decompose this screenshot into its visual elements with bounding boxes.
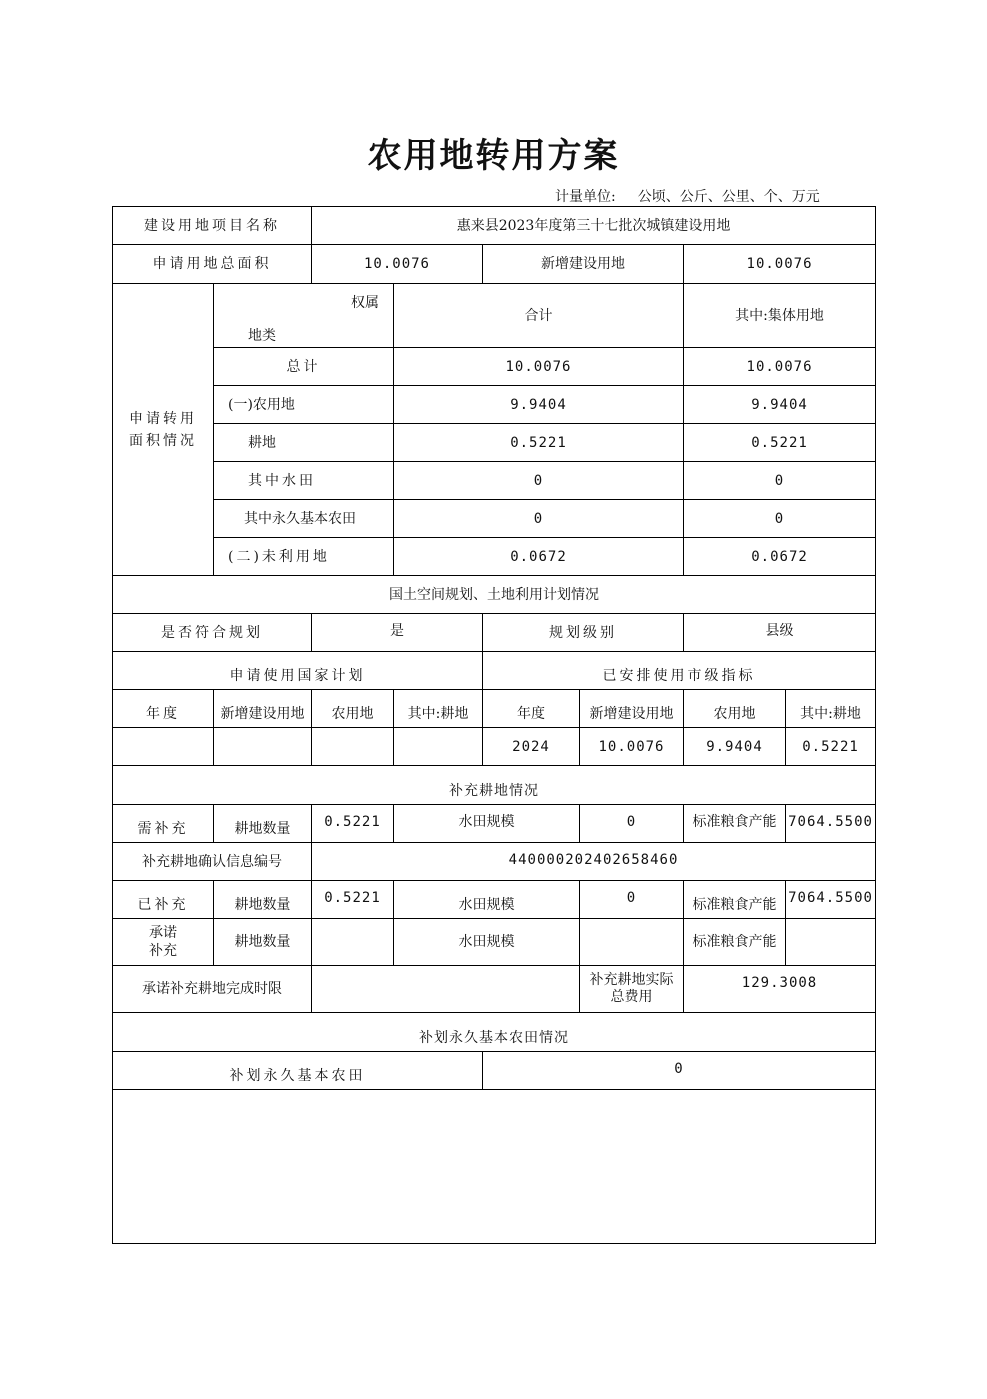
supplement-cost-row bbox=[113, 966, 876, 1013]
deadline-label: 承诺补充耕地完成时限 bbox=[113, 966, 312, 1013]
city-arable: 0.5221 bbox=[786, 728, 876, 766]
farmland-label: 补划永久基本农田 bbox=[113, 1052, 483, 1090]
row-collective: 0.5221 bbox=[684, 424, 876, 462]
row-label: 总计 bbox=[214, 348, 394, 386]
need-grain-value: 7064.5500 bbox=[786, 805, 876, 843]
city-new-construction: 10.0076 bbox=[580, 728, 684, 766]
conversion-row bbox=[113, 462, 876, 500]
need-supplement-label: 需补充 bbox=[113, 805, 214, 843]
row-total: 0.0672 bbox=[394, 538, 684, 576]
done-grain-label: 标准粮食产能 bbox=[684, 881, 786, 919]
row-collective: 9.9404 bbox=[684, 386, 876, 424]
blank-remarks-cell bbox=[113, 1090, 876, 1244]
national-plan-label: 申请使用国家计划 bbox=[113, 652, 483, 690]
actual-cost-value: 129.3008 bbox=[684, 966, 876, 1013]
row-total: 10.0076 bbox=[394, 348, 684, 386]
conform-label: 是否符合规划 bbox=[113, 614, 312, 652]
row-total: 0 bbox=[394, 462, 684, 500]
row-label: 其中永久基本农田 bbox=[214, 500, 394, 538]
project-name-value: 惠来县2023年度第三十七批次城镇建设用地 bbox=[312, 207, 876, 245]
total-area-row bbox=[113, 245, 876, 284]
city-agricultural: 9.9404 bbox=[684, 728, 786, 766]
need-grain-label: 标准粮食产能 bbox=[684, 805, 786, 843]
project-row bbox=[113, 207, 876, 245]
promise-grain-value bbox=[786, 919, 876, 966]
col-year: 年度 bbox=[113, 690, 214, 728]
col-arable: 其中:耕地 bbox=[394, 690, 483, 728]
document-title: 农用地转用方案 bbox=[367, 136, 620, 176]
supplement-confirm-row bbox=[113, 843, 876, 881]
new-construction-value: 10.0076 bbox=[684, 245, 876, 284]
total-area-value: 10.0076 bbox=[312, 245, 483, 284]
farmland-value: 0 bbox=[483, 1052, 876, 1090]
done-qty-value: 0.5221 bbox=[312, 881, 394, 919]
row-collective: 10.0076 bbox=[684, 348, 876, 386]
total-area-label: 申请用地总面积 bbox=[113, 245, 312, 284]
row-collective: 0 bbox=[684, 500, 876, 538]
need-paddy-value: 0 bbox=[580, 805, 684, 843]
conversion-plan-table bbox=[112, 206, 876, 1244]
landtype-header: 地类 bbox=[248, 328, 276, 344]
plan-source-row bbox=[113, 652, 876, 690]
national-agricultural bbox=[312, 728, 394, 766]
row-total: 0.5221 bbox=[394, 424, 684, 462]
row-collective: 0 bbox=[684, 462, 876, 500]
need-qty-label: 耕地数量 bbox=[214, 805, 312, 843]
actual-cost-label: 补充耕地实际总费用 bbox=[580, 966, 684, 1013]
col-new-construction: 新增建设用地 bbox=[214, 690, 312, 728]
farmland-header-row bbox=[113, 1013, 876, 1052]
done-paddy-value: 0 bbox=[580, 881, 684, 919]
plan-columns-row bbox=[113, 690, 876, 728]
promise-paddy-label: 水田规模 bbox=[394, 919, 580, 966]
ownership-header: 权属 bbox=[351, 295, 379, 311]
conversion-row bbox=[113, 424, 876, 462]
done-qty-label: 耕地数量 bbox=[214, 881, 312, 919]
national-new-construction bbox=[214, 728, 312, 766]
total-col-header: 合计 bbox=[394, 284, 684, 348]
row-label: (二)未利用地 bbox=[214, 538, 394, 576]
blank-remarks-row bbox=[113, 1090, 876, 1244]
supplement-promise-row bbox=[113, 919, 876, 966]
planning-conform-row bbox=[113, 614, 876, 652]
supplement-need-row bbox=[113, 805, 876, 843]
deadline-value bbox=[312, 966, 580, 1013]
promise-qty-label: 耕地数量 bbox=[214, 919, 312, 966]
col-agricultural: 农用地 bbox=[684, 690, 786, 728]
confirm-id-label: 补充耕地确认信息编号 bbox=[113, 843, 312, 881]
project-name-label: 建设用地项目名称 bbox=[113, 207, 312, 245]
collective-col-header: 其中:集体用地 bbox=[684, 284, 876, 348]
col-year: 年度 bbox=[483, 690, 580, 728]
farmland-row bbox=[113, 1052, 876, 1090]
unit-label: 计量单位: bbox=[555, 189, 616, 205]
row-label: 耕地 bbox=[214, 424, 394, 462]
need-qty-value: 0.5221 bbox=[312, 805, 394, 843]
row-label: 其中水田 bbox=[214, 462, 394, 500]
city-year: 2024 bbox=[483, 728, 580, 766]
need-paddy-label: 水田规模 bbox=[394, 805, 580, 843]
conversion-row bbox=[113, 348, 876, 386]
planning-header: 国土空间规划、土地利用计划情况 bbox=[113, 576, 876, 614]
national-arable bbox=[394, 728, 483, 766]
conversion-section-label: 申请转用面积情况 bbox=[113, 284, 214, 576]
planning-header-row bbox=[113, 576, 876, 614]
row-collective: 0.0672 bbox=[684, 538, 876, 576]
new-construction-label: 新增建设用地 bbox=[483, 245, 684, 284]
plan-values-row bbox=[113, 728, 876, 766]
conversion-row bbox=[113, 386, 876, 424]
done-grain-value: 7064.5500 bbox=[786, 881, 876, 919]
supplement-done-row bbox=[113, 881, 876, 919]
unit-values: 公顷、公斤、公里、个、万元 bbox=[637, 189, 820, 205]
conform-value: 是 bbox=[312, 614, 483, 652]
promise-qty-value bbox=[312, 919, 394, 966]
conversion-row bbox=[113, 500, 876, 538]
col-new-construction: 新增建设用地 bbox=[580, 690, 684, 728]
ownership-landtype-header bbox=[214, 284, 394, 348]
row-total: 9.9404 bbox=[394, 386, 684, 424]
conversion-row bbox=[113, 538, 876, 576]
col-agricultural: 农用地 bbox=[312, 690, 394, 728]
measurement-unit bbox=[555, 186, 820, 206]
supplement-header: 补充耕地情况 bbox=[113, 766, 876, 805]
row-total: 0 bbox=[394, 500, 684, 538]
done-supplement-label: 已补充 bbox=[113, 881, 214, 919]
supplement-header-row bbox=[113, 766, 876, 805]
plan-level-value: 县级 bbox=[684, 614, 876, 652]
conversion-header-row bbox=[113, 284, 876, 348]
col-arable: 其中:耕地 bbox=[786, 690, 876, 728]
promise-supplement-label: 承诺补充 bbox=[113, 919, 214, 966]
national-year bbox=[113, 728, 214, 766]
farmland-header: 补划永久基本农田情况 bbox=[113, 1013, 876, 1052]
confirm-id-value: 440000202402658460 bbox=[312, 843, 876, 881]
promise-paddy-value bbox=[580, 919, 684, 966]
promise-grain-label: 标准粮食产能 bbox=[684, 919, 786, 966]
row-label: (一)农用地 bbox=[214, 386, 394, 424]
plan-level-label: 规划级别 bbox=[483, 614, 684, 652]
city-quota-label: 已安排使用市级指标 bbox=[483, 652, 876, 690]
done-paddy-label: 水田规模 bbox=[394, 881, 580, 919]
